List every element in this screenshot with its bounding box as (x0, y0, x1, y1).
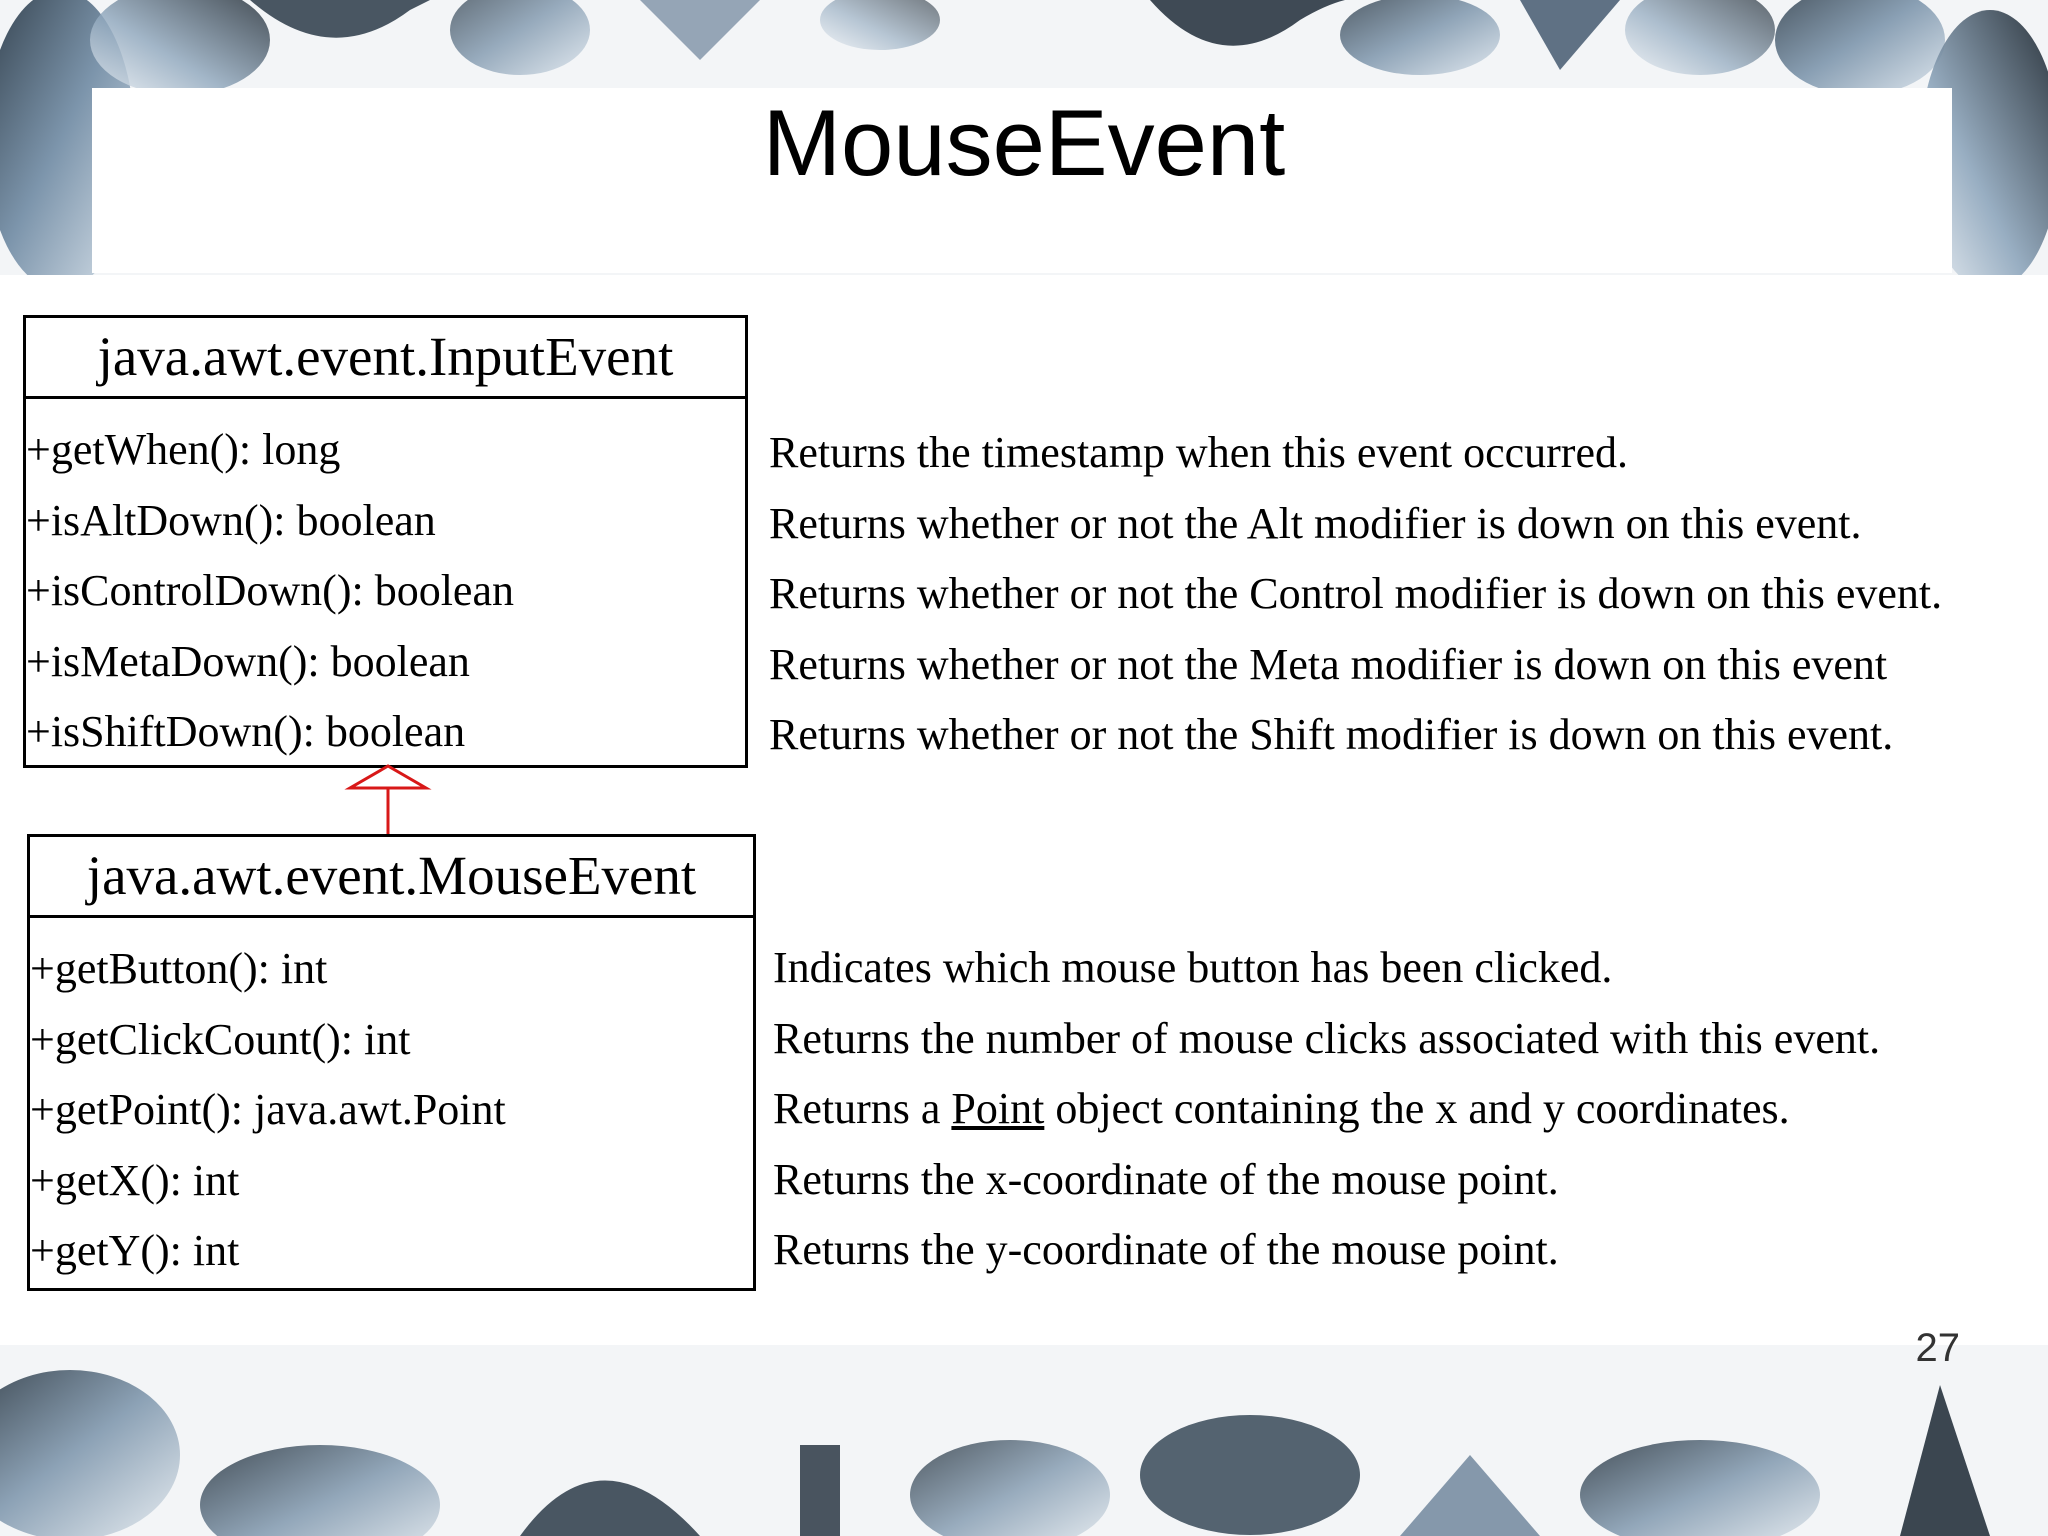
method-description: Returns the y-coordinate of the mouse point. (773, 1225, 1559, 1274)
method-description: Returns whether or not the Alt modifier is down on this event. (769, 498, 1862, 548)
method-description: Returns whether or not the Meta modifier is down on this event (769, 639, 1888, 689)
inheritance-arrow-head (350, 766, 426, 788)
uml-method: +getY(): int (30, 1226, 240, 1275)
slide-title: MouseEvent (762, 90, 1286, 195)
point-class-reference: Point (951, 1084, 1045, 1133)
inheritance-arrow (340, 762, 436, 838)
method-description: Returns the timestamp when this event occurred. (769, 428, 1628, 477)
uml-method: +isAltDown(): boolean (26, 495, 436, 545)
uml-class-name: java.awt.event.MouseEvent (30, 837, 753, 918)
uml-method: +isShiftDown(): boolean (26, 707, 466, 756)
uml-method: +getWhen(): long (26, 425, 341, 474)
uml-method: +getX(): int (30, 1155, 240, 1205)
page-number: 27 (1915, 1328, 1960, 1368)
method-description: Indicates which mouse button has been clicked. (773, 943, 1613, 992)
uml-class-mouseevent (27, 834, 756, 1291)
uml-method: +getButton(): int (30, 944, 328, 993)
decorative-footer-band (0, 1345, 2048, 1536)
inputevent-descriptions (769, 418, 1942, 771)
mouseevent-descriptions (773, 933, 1880, 1286)
uml-method-list (26, 399, 745, 768)
uml-class-inputevent (23, 315, 748, 768)
description-text-after: object containing the x and y coordinates. (1044, 1084, 1790, 1133)
uml-method-list (30, 918, 753, 1287)
method-description: Returns whether or not the Control modifier is down on this event. (769, 569, 1943, 618)
method-description: Returns the x-coordinate of the mouse point. (773, 1154, 1559, 1204)
uml-class-name: java.awt.event.InputEvent (26, 318, 745, 399)
uml-method: +getPoint(): java.awt.Point (30, 1085, 506, 1134)
method-description (773, 1074, 1880, 1145)
uml-method: +isMetaDown(): boolean (26, 636, 470, 686)
decorative-letters-background (0, 1345, 2048, 1536)
uml-method: +getClickCount(): int (30, 1014, 411, 1064)
uml-method: +isControlDown(): boolean (26, 566, 514, 615)
description-text-before: Returns a (773, 1084, 952, 1133)
method-description: Returns the number of mouse clicks associated with this event. (773, 1013, 1881, 1063)
method-description: Returns whether or not the Shift modifier is down on this event. (769, 710, 1894, 759)
